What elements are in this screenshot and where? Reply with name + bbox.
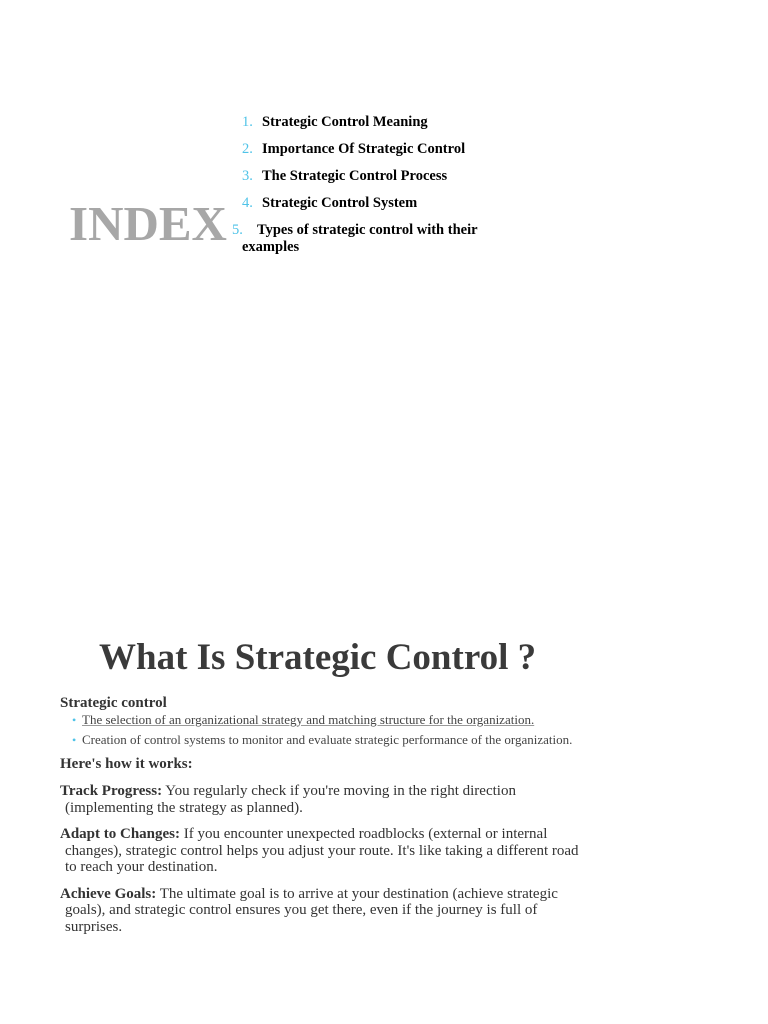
toc-item (242, 114, 522, 131)
toc-number: 1. (242, 114, 253, 130)
toc-number: 2. (242, 141, 253, 157)
toc-label: Strategic Control System (262, 195, 418, 211)
section-body (60, 694, 580, 945)
table-of-contents (232, 114, 522, 266)
bullet-list (60, 713, 580, 747)
toc-label: The Strategic Control Process (262, 168, 448, 184)
bullet-item: • Creation of control systems to monitor and evaluate strategic performance of the organization. (72, 733, 580, 747)
description: You regularly check if you're moving in the right direction (implementing the strategy as planned). (65, 783, 516, 816)
toc-item (242, 195, 522, 212)
toc-number: 4. (242, 195, 253, 211)
how-it-works-label: Here's how it works: (60, 756, 193, 772)
toc-number: 5. (232, 222, 243, 238)
term: Achieve Goals: (60, 885, 157, 902)
term: Adapt to Changes: (60, 826, 181, 842)
paragraph-achieve-goals (60, 886, 580, 936)
toc-item (229, 222, 507, 256)
description: The ultimate goal is to arrive at your destination (achieve strategic goals), and strategic control ensures you get there, even if the journey is full of surprises. (65, 885, 558, 935)
toc-item (242, 168, 522, 185)
paragraph-adapt-to-changes (60, 826, 580, 876)
toc-label: Importance Of Strategic Control (262, 141, 466, 157)
toc-number: 3. (242, 168, 253, 184)
paragraph-track-progress (60, 783, 580, 816)
toc-item (242, 141, 522, 158)
term: Track Progress: (60, 783, 163, 799)
index-title: INDEX (69, 196, 227, 251)
toc-label: Types of strategic control with their examples (242, 222, 478, 255)
toc-label: Strategic Control Meaning (262, 114, 428, 130)
subheading: Strategic control (60, 695, 167, 711)
bullet-item: • The selection of an organizational strategy and matching structure for the organization. (72, 713, 580, 727)
description: If you encounter unexpected roadblocks (external or internal changes), strategic control helps you adjust your route. It's like taking a different road to reach your destination. (65, 826, 579, 875)
section-heading: What Is Strategic Control ? (99, 637, 537, 678)
